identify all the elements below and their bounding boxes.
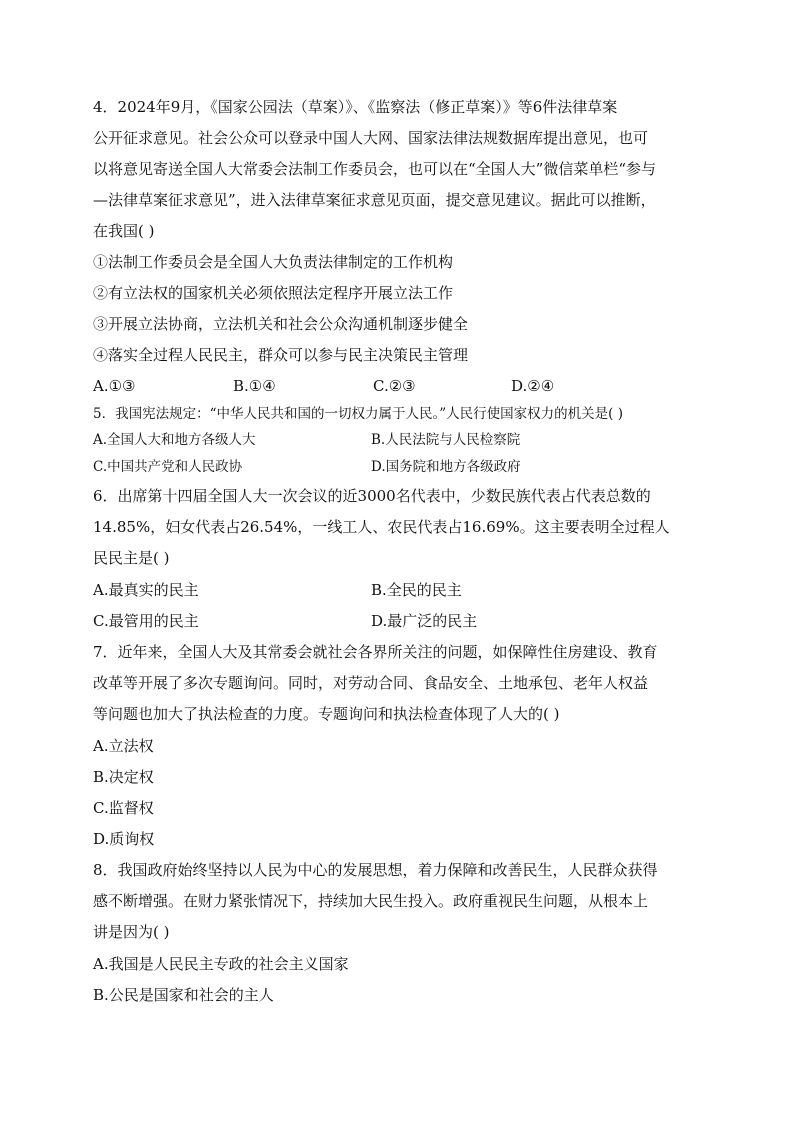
q4-stem-line-3: 以将意见寄送全国人大常委会法制工作委员会，也可以在“全国人大”微信菜单栏“参与 xyxy=(93,160,657,178)
q4-item-2: ②有立法权的国家机关必须依照法定程序开展立法工作 xyxy=(93,284,454,302)
q7-stem-line-2: 改革等开展了多次专题询问。同时，对劳动合同、食品安全、土地承包、老年人权益 xyxy=(93,674,649,692)
q7-option-c: C.监督权 xyxy=(93,799,154,817)
q4-item-4: ④落实全过程人民民主，群众可以参与民主决策民主管理 xyxy=(93,346,469,364)
q5-option-c: C.中国共产党和人民政协 xyxy=(93,459,243,475)
q4-item-1: ①法制工作委员会是全国人大负责法律制定的工作机构 xyxy=(93,253,454,271)
q6-stem-line-1: 6．出席第十四届全国人大一次会议的近3000名代表中，少数民族代表占代表总数的 xyxy=(93,487,651,505)
q7-stem-line-1: 7．近年来，全国人大及其常委会就社会各界所关注的问题，如保障性住房建设、教育 xyxy=(93,643,658,661)
q6-option-c: C.最管用的民主 xyxy=(93,612,199,630)
q8-stem-line-3: 讲是因为( ) xyxy=(93,923,170,941)
q4-option-c: C.②③ xyxy=(373,377,416,395)
q8-option-b: B.公民是国家和社会的主人 xyxy=(93,986,274,1004)
q8-stem-line-2: 感不断增强。在财力紧张情况下，持续加大民生投入。政府重视民生问题，从根本上 xyxy=(93,892,649,910)
q4-stem-line-4: —法律草案征求意见”，进入法律草案征求意见页面，提交意见建议。据此可以推断， xyxy=(93,191,656,209)
q4-option-a: A.①③ xyxy=(93,377,136,395)
q6-stem-line-2: 14.85%，妇女代表占26.54%，一线工人、农民代表占16.69%。这主要表明全过程人 xyxy=(93,518,670,536)
q5-option-d: D.国务院和地方各级政府 xyxy=(371,459,521,475)
q6-stem-line-3: 民民主是( ) xyxy=(93,549,170,567)
q4-item-3: ③开展立法协商，立法机关和社会公众沟通机制逐步健全 xyxy=(93,315,469,333)
q8-stem-line-1: 8．我国政府始终坚持以人民为中心的发展思想，着力保障和改善民生，人民群众获得 xyxy=(93,861,658,879)
q5-stem: 5．我国宪法规定：“中华人民共和国的一切权力属于人民。”人民行使国家权力的机关是( ) xyxy=(93,406,623,422)
q4-option-b: B.①④ xyxy=(233,377,276,395)
q6-option-d: D.最广泛的民主 xyxy=(371,612,478,630)
q7-option-b: B.决定权 xyxy=(93,768,154,786)
q4-option-d: D.②④ xyxy=(511,377,555,395)
q8-option-a: A.我国是人民民主专政的社会主义国家 xyxy=(93,955,349,973)
q5-option-b: B.人民法院与人民检察院 xyxy=(371,432,521,448)
q5-option-a: A.全国人大和地方各级人大 xyxy=(93,432,256,448)
q4-stem-line-2: 公开征求意见。社会公众可以登录中国人大网、国家法律法规数据库提出意见，也可 xyxy=(93,129,649,147)
q7-option-a: A.立法权 xyxy=(93,737,154,755)
q6-option-a: A.最真实的民主 xyxy=(93,581,199,599)
q7-option-d: D.质询权 xyxy=(93,830,155,848)
q6-option-b: B.全民的民主 xyxy=(371,581,462,599)
q4-stem-line-1: 4．2024年9月，《国家公园法（草案）》、《监察法（修正草案）》等6件法律草案 xyxy=(93,98,618,116)
q4-stem-line-5: 在我国( ) xyxy=(93,222,155,240)
q7-stem-line-3: 等问题也加大了执法检查的力度。专题询问和执法检查体现了人大的( ) xyxy=(93,705,560,723)
